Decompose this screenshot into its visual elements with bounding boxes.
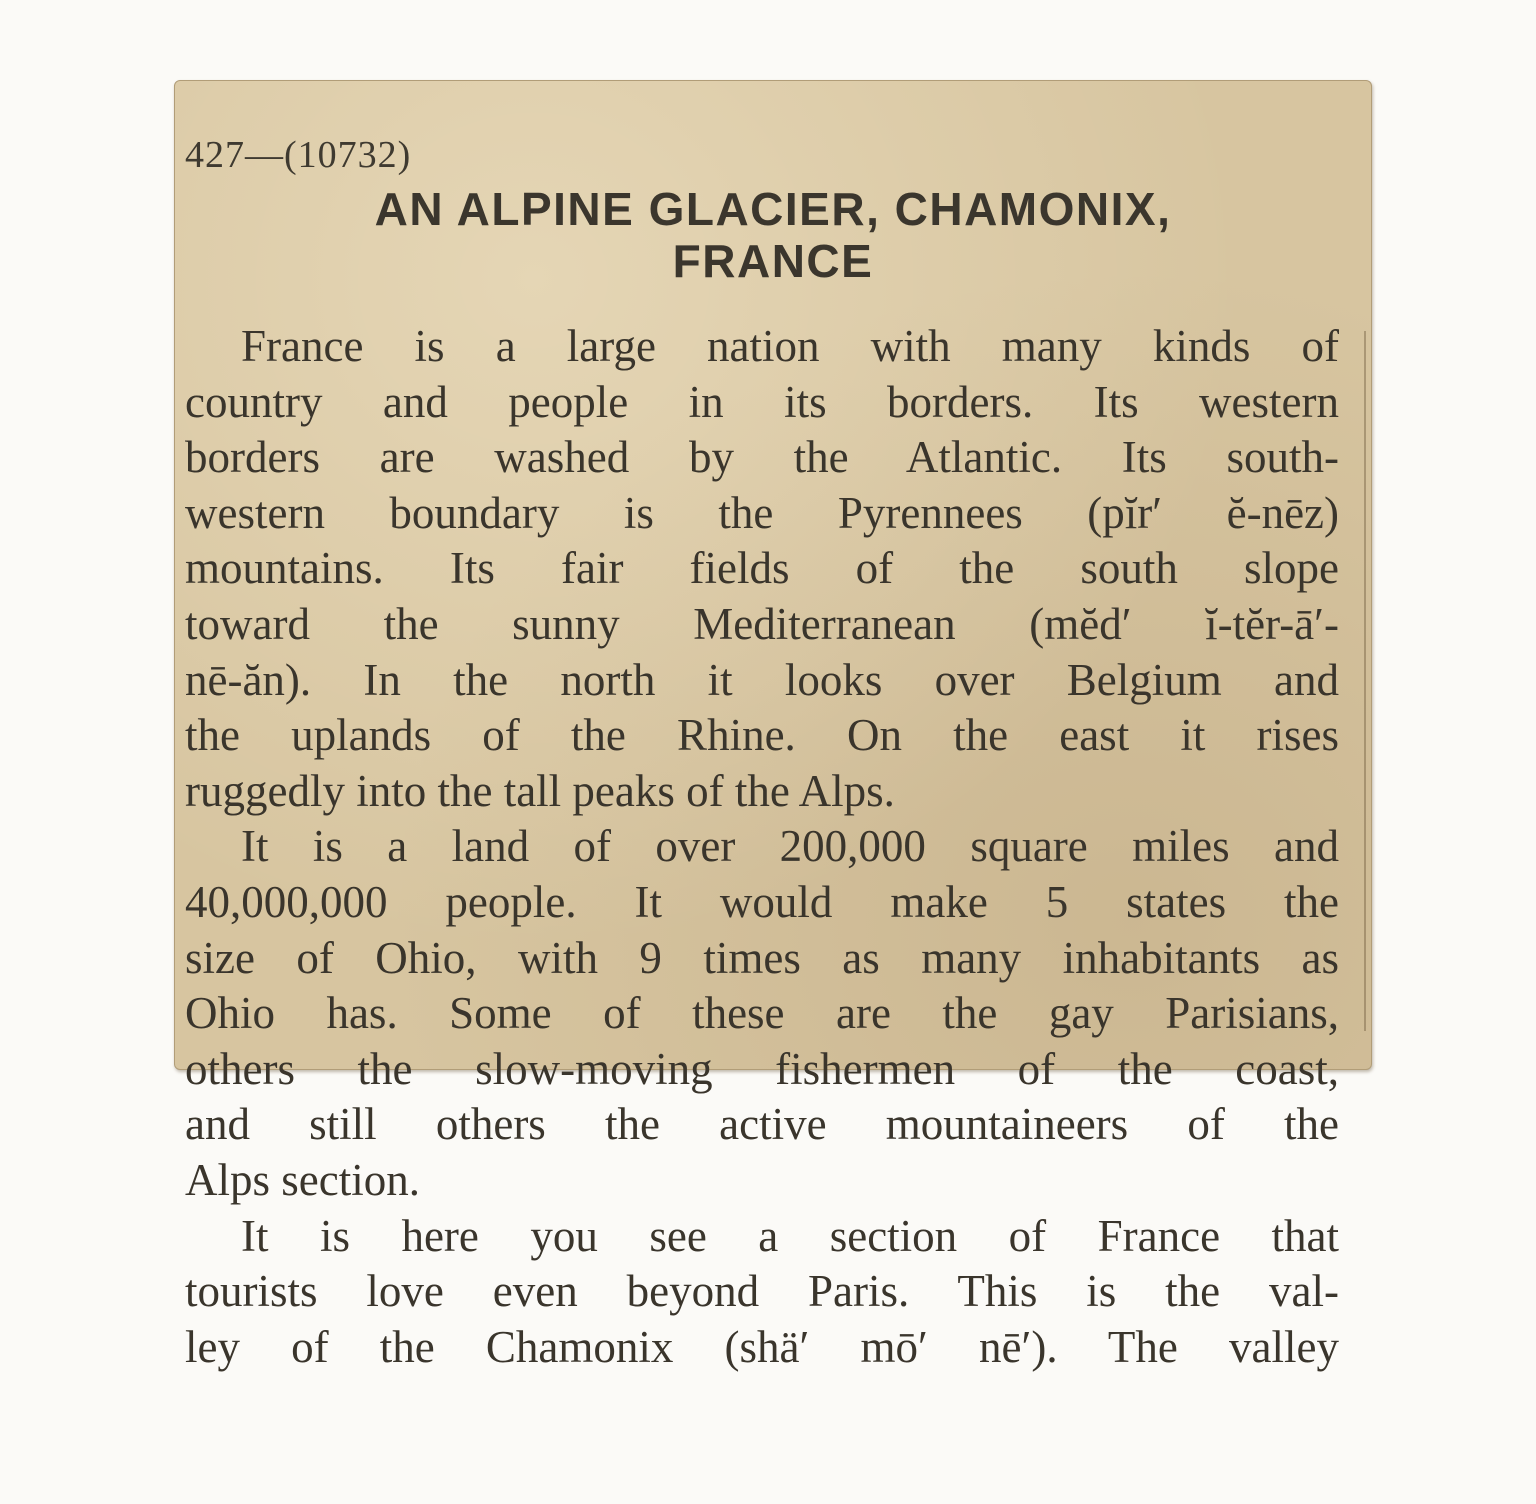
body-line: 40,000,000 people. It would make 5 states the <box>185 876 1339 927</box>
body-line: toward the sunny Mediterranean (mĕd′ ĭ-tĕr-ā′- <box>185 598 1339 649</box>
body-line: mountains. Its fair fields of the south slope <box>185 543 1339 594</box>
body-line: France is a large nation with many kinds of <box>241 321 1339 371</box>
catalog-number: 427—(10732) <box>185 134 412 176</box>
body-line: the uplands of the Rhine. On the east it rises <box>185 710 1339 761</box>
body-line: Ohio has. Some of these are the gay Parisians, <box>185 988 1339 1039</box>
body-line: country and people in its borders. Its western <box>185 376 1339 427</box>
stereoview-caption-card <box>174 80 1372 1372</box>
body-line: It is here you see a section of France that <box>241 1210 1339 1261</box>
card-title-line-1: AN ALPINE GLACIER, CHAMONIX, <box>374 183 1172 235</box>
body-line: It is a land of over 200,000 square miles and <box>241 821 1339 872</box>
body-line: ruggedly into the tall peaks of the Alps. <box>185 765 895 816</box>
body-line: nē-ăn). In the north it looks over Belgium and <box>185 654 1339 705</box>
body-line: and still others the active mountaineers of the <box>185 1099 1339 1150</box>
card-title-line-2: FRANCE <box>672 235 874 287</box>
card-fold-crease <box>1364 331 1366 1031</box>
body-line: borders are washed by the Atlantic. Its south- <box>185 432 1339 483</box>
card-body-text <box>185 319 1339 1375</box>
body-line: western boundary is the Pyrennees (pĭr′ ĕ-nēz) <box>185 487 1339 538</box>
card-title <box>175 183 1371 287</box>
body-line: others the slow-moving fishermen of the coast, <box>185 1043 1339 1094</box>
body-line: size of Ohio, with 9 times as many inhabitants as <box>185 932 1339 983</box>
body-line: ley of the Chamonix (shä′ mō′ nē′). The valley <box>185 1321 1339 1372</box>
body-line: Alps section. <box>185 1154 420 1205</box>
body-line: tourists love even beyond Paris. This is the val- <box>185 1266 1339 1317</box>
